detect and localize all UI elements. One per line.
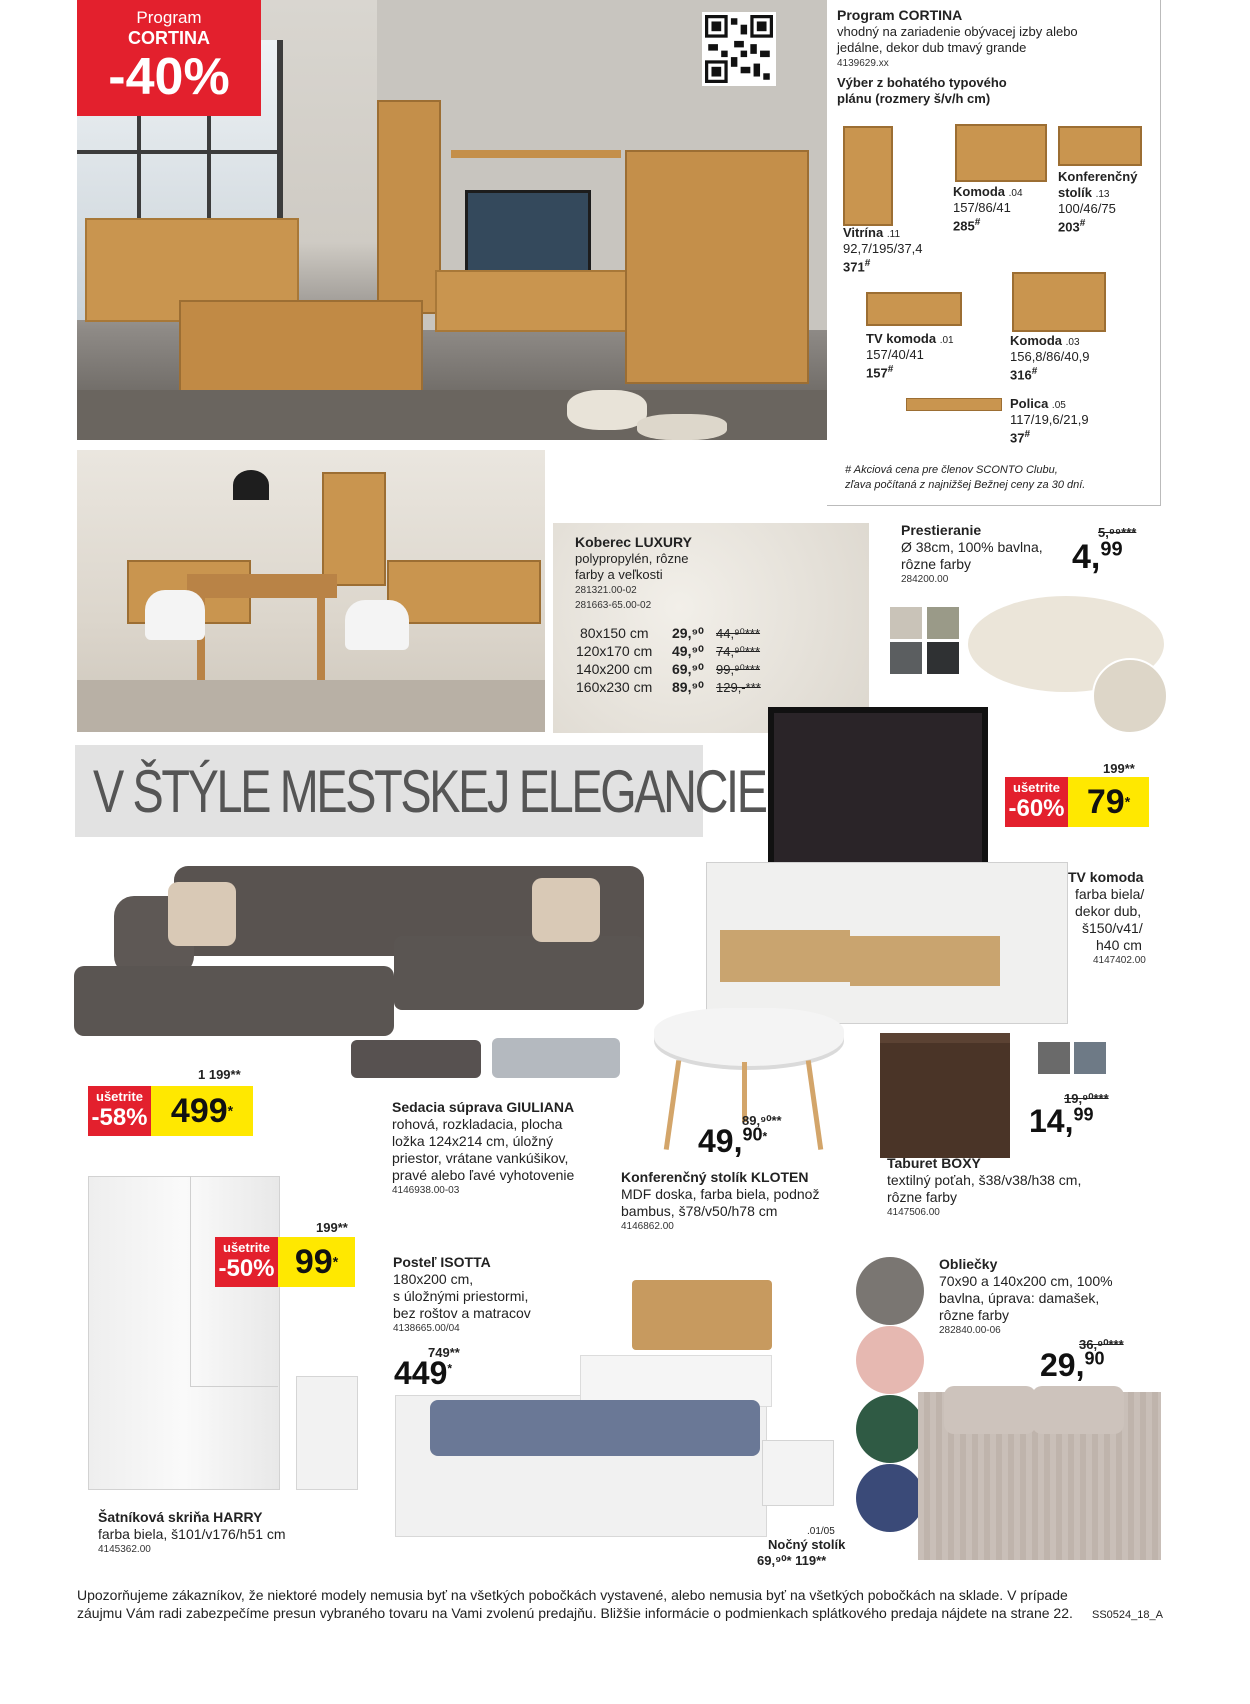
- komoda-03-price: 316#: [1010, 366, 1038, 383]
- isotta-desc-1: 180x200 cm,: [393, 1271, 474, 1287]
- sofa-save-badge: [88, 1086, 151, 1136]
- wardrobe-drawers: [190, 1386, 278, 1489]
- price-star: *: [227, 1102, 234, 1119]
- cortina-desc-1: vhodný na zariadenie obývacej izby alebo: [837, 24, 1078, 39]
- kloten-leg: [806, 1060, 823, 1150]
- tv-desc-2: dekor dub,: [1075, 903, 1142, 919]
- wardrobe-door-line: [190, 1176, 191, 1386]
- harry-price: 99: [294, 1243, 333, 1281]
- kloten-price: 49,$^{90*}$: [698, 1123, 768, 1159]
- bedding-old-price: 36,⁹⁰***: [1079, 1337, 1124, 1352]
- tv-komoda-drawer: [850, 936, 1000, 986]
- komoda-04-image: [955, 124, 1047, 182]
- polica-05-name: Polica .05: [1010, 396, 1066, 411]
- bedding-pillow: [1032, 1386, 1124, 1434]
- boxy-old-price: 19,⁹⁰***: [1064, 1091, 1109, 1106]
- promo-label: Program: [136, 8, 202, 27]
- bedding-swatch[interactable]: [856, 1395, 924, 1463]
- bedding-pillow: [944, 1386, 1036, 1434]
- save-pct: -50%: [218, 1255, 275, 1282]
- tv-save-badge: [1005, 777, 1068, 827]
- polica-05-dims: 117/19,6/21,9: [1010, 412, 1089, 427]
- tv-image: [768, 707, 988, 879]
- isotta-oak-thumb: [632, 1280, 772, 1350]
- tv-desc-3: š150/v41/: [1082, 920, 1143, 936]
- isotta-price: 449*: [394, 1355, 453, 1391]
- boxy-pouf-image: [880, 1033, 1010, 1158]
- tv-desc-4: h40 cm: [1096, 937, 1142, 953]
- save-label: ušetrite: [1013, 780, 1060, 795]
- sofa-image: [74, 866, 650, 1066]
- rug-row-size: 80x150 cm: [580, 625, 649, 641]
- tv-komoda-01-name: TV komoda .01: [866, 331, 954, 346]
- rug-row-old: 129,-***: [716, 680, 761, 695]
- price-star: *: [1124, 793, 1131, 810]
- sofa-desc-3: priestor, vrátane vankúšikov,: [392, 1150, 569, 1166]
- bedding-desc-1: 70x90 a 140x200 cm, 100%: [939, 1273, 1113, 1289]
- cortina-subtitle-1: Výber z bohatého typového: [837, 75, 1007, 90]
- kloten-code: 4146862.00: [621, 1221, 674, 1232]
- harry-desc: farba biela, š101/v176/h51 cm: [98, 1526, 286, 1542]
- polica-05-image: [906, 398, 1002, 411]
- sofa-grey-thumb: [492, 1038, 620, 1078]
- tv-price: 79: [1086, 783, 1125, 821]
- footer-text-1: Upozorňujeme zákazníkov, že niektoré modely nemusia byť na všetkých pobočkách vystavené, alebo nemusia byť na všetkých pobočkách na sklade. V prípade: [77, 1587, 1068, 1603]
- komoda-03-dims: 156,8/86/40,9: [1010, 349, 1090, 364]
- rug-code-1: 281321.00-02: [575, 585, 637, 596]
- boxy-desc-2: rôzne farby: [887, 1189, 958, 1205]
- cortina-promo-badge: [77, 0, 261, 116]
- placemat-swatch[interactable]: [890, 642, 922, 674]
- vitrina-dims: 92,7/195/37,4: [843, 241, 923, 256]
- promo-name: CORTINA: [128, 28, 210, 48]
- tv-old-price: 199**: [1103, 761, 1135, 776]
- komoda-04-dims: 157/86/41: [953, 200, 1011, 215]
- sofa-price: 499: [170, 1092, 228, 1130]
- coffee-table-13-image: [1058, 126, 1142, 166]
- nightstand-image: [762, 1440, 834, 1506]
- nightstand-price: 69,⁹⁰* 119**: [757, 1553, 827, 1568]
- bedding-swatch[interactable]: [856, 1464, 924, 1532]
- rug-desc-2: farby a veľkosti: [575, 567, 663, 582]
- tv-komoda-drawer: [720, 930, 850, 982]
- nightstand-title: Nočný stolík: [768, 1537, 846, 1552]
- cortina-title: Program CORTINA: [837, 7, 963, 23]
- sofa-price-box: [151, 1086, 253, 1136]
- coffee-table-13-price: 203#: [1058, 218, 1086, 235]
- rug-title: Koberec LUXURY: [575, 534, 692, 550]
- nightstand-suffix: .01/05: [807, 1526, 835, 1537]
- cortina-desc-2: jedálne, dekor dub tmavý grande: [837, 40, 1027, 55]
- tv-price-box: [1068, 777, 1149, 827]
- harry-code: 4145362.00: [98, 1544, 151, 1555]
- placemat-swatch[interactable]: [927, 642, 959, 674]
- harry-title: Šatníková skriňa HARRY: [98, 1509, 263, 1525]
- tv-komoda-01-image: [866, 292, 962, 326]
- vitrina-price: 371#: [843, 258, 871, 275]
- boxy-price: 14,99: [1029, 1103, 1094, 1139]
- cortina-subtitle-2: plánu (rozmery š/v/h cm): [837, 91, 991, 106]
- sofa-bed-thumb: [351, 1040, 481, 1078]
- boxy-swatch[interactable]: [1038, 1042, 1070, 1074]
- rug-row-old: 44,⁹⁰***: [716, 626, 761, 641]
- coffee-table-13-dims: 100/46/75: [1058, 201, 1116, 216]
- price-star: *: [332, 1253, 339, 1270]
- placemat-desc-1: Ø 38cm, 100% bavlna,: [901, 539, 1043, 555]
- save-label: ušetrite: [96, 1089, 143, 1104]
- dining-room-photo: [77, 450, 545, 732]
- club-note-1: # Akciová cena pre členov SCONTO Clubu,: [845, 464, 1058, 476]
- rug-code-2: 281663-65.00-02: [575, 600, 652, 611]
- save-label: ušetrite: [223, 1240, 270, 1255]
- footer-text-2: záujmu Vám radi zabezpečíme presun vybraného tovaru na Vami zvolenú predajňu. Bližšie informácie o podmienkach splátkového predaja nájdete na strane 22.: [77, 1605, 1073, 1621]
- boxy-swatch[interactable]: [1074, 1042, 1106, 1074]
- boxy-code: 4147506.00: [887, 1207, 940, 1218]
- rug-row-price: 29,⁹⁰: [672, 625, 704, 641]
- kloten-desc-1: MDF doska, farba biela, podnož: [621, 1186, 820, 1202]
- rug-row-old: 99,⁹⁰***: [716, 662, 761, 677]
- isotta-desc-3: bez roštov a matracov: [393, 1305, 531, 1321]
- bedding-code: 282840.00-06: [939, 1325, 1001, 1336]
- vitrina-image: [843, 126, 893, 226]
- bed-blanket: [430, 1400, 760, 1456]
- placemat-code: 284200.00: [901, 574, 949, 585]
- harry-save-badge: [215, 1237, 278, 1287]
- coffee-table-13-name-2: stolík .13: [1058, 185, 1110, 200]
- bedding-title: Obliečky: [939, 1256, 998, 1272]
- club-note-2: zľava počítaná z najnižšej Bežnej ceny za 30 dní.: [845, 479, 1086, 491]
- vitrina-name: Vitrína .11: [843, 225, 901, 240]
- tv-title: TV komoda: [1068, 869, 1144, 885]
- placemat-swatch[interactable]: [890, 607, 922, 639]
- bedding-swatch[interactable]: [856, 1257, 924, 1325]
- bedding-swatch[interactable]: [856, 1326, 924, 1394]
- cortina-code: 4139629.xx: [837, 58, 889, 69]
- rug-row-size: 120x170 cm: [576, 643, 653, 659]
- kloten-leg: [664, 1060, 681, 1150]
- sofa-old-price: 1 199**: [198, 1067, 241, 1082]
- footer-code: SS0524_18_A: [1092, 1609, 1163, 1621]
- tv-komoda-01-dims: 157/40/41: [866, 347, 924, 362]
- rug-row-price: 69,⁹⁰: [672, 661, 704, 677]
- rug-desc-1: polypropylén, rôzne: [575, 551, 689, 566]
- rug-row-price: 49,⁹⁰: [672, 643, 704, 659]
- komoda-03-image: [1012, 272, 1106, 332]
- bedding-desc-3: rôzne farby: [939, 1307, 1010, 1323]
- save-pct: -60%: [1008, 795, 1065, 822]
- sofa-desc-2: ložka 124x214 cm, úložný: [392, 1133, 554, 1149]
- sofa-code: 4146938.00-03: [392, 1185, 460, 1196]
- sofa-desc-1: rohová, rozkladacia, plocha: [392, 1116, 563, 1132]
- kloten-title: Konferenčný stolík KLOTEN: [621, 1169, 809, 1185]
- headline: V ŠTÝLE MESTSKEJ ELEGANCIE: [93, 758, 766, 825]
- sofa-title: Sedacia súprava GIULIANA: [392, 1099, 575, 1115]
- komoda-04-price: 285#: [953, 217, 981, 234]
- sofa-desc-4: pravé alebo ľavé vyhotovenie: [392, 1167, 575, 1183]
- placemat-detail-image: [1092, 658, 1168, 734]
- placemat-old-price: 5,⁹⁹***: [1098, 525, 1137, 540]
- tv-code: 4147402.00: [1093, 955, 1146, 966]
- bedding-desc-2: bavlna, úprava: damašek,: [939, 1290, 1100, 1306]
- bedding-price: 29,90: [1040, 1347, 1105, 1383]
- harry-interior-image: [296, 1376, 358, 1490]
- rug-row-size: 140x200 cm: [576, 661, 653, 677]
- boxy-title: Taburet BOXY: [887, 1155, 981, 1171]
- isotta-desc-2: s úložnými priestormi,: [393, 1288, 529, 1304]
- placemat-desc-2: rôzne farby: [901, 556, 972, 572]
- rug-row-old: 74,⁹⁰***: [716, 644, 761, 659]
- komoda-04-name: Komoda .04: [953, 184, 1023, 199]
- tv-komoda-01-price: 157#: [866, 364, 894, 381]
- placemat-price: 4,99: [1072, 538, 1123, 576]
- rug-row-price: 89,⁹⁰: [672, 679, 704, 695]
- isotta-code: 4138665.00/04: [393, 1323, 460, 1334]
- qr-code[interactable]: [702, 12, 776, 86]
- placemat-swatch[interactable]: [927, 607, 959, 639]
- placemat-title: Prestieranie: [901, 522, 982, 538]
- kloten-desc-2: bambus, š78/v50/h78 cm: [621, 1203, 778, 1219]
- kloten-table-image: [654, 1008, 844, 1066]
- boxy-desc-1: textilný poťah, š38/v38/h38 cm,: [887, 1172, 1082, 1188]
- tv-desc-1: farba biela/: [1075, 886, 1145, 902]
- coffee-table-13-name-1: Konferenčný: [1058, 169, 1138, 184]
- harry-price-box: [278, 1237, 355, 1287]
- save-pct: -58%: [91, 1104, 148, 1131]
- isotta-title: Posteľ ISOTTA: [393, 1254, 491, 1270]
- harry-old-price: 199**: [316, 1220, 348, 1235]
- promo-discount: -40%: [108, 48, 230, 106]
- isotta-old-price: 749**: [428, 1345, 460, 1360]
- komoda-03-name: Komoda .03: [1010, 333, 1080, 348]
- rug-row-size: 160x230 cm: [576, 679, 653, 695]
- polica-05-price: 37#: [1010, 429, 1031, 446]
- kloten-old-price: 89,⁹⁰**: [742, 1113, 782, 1128]
